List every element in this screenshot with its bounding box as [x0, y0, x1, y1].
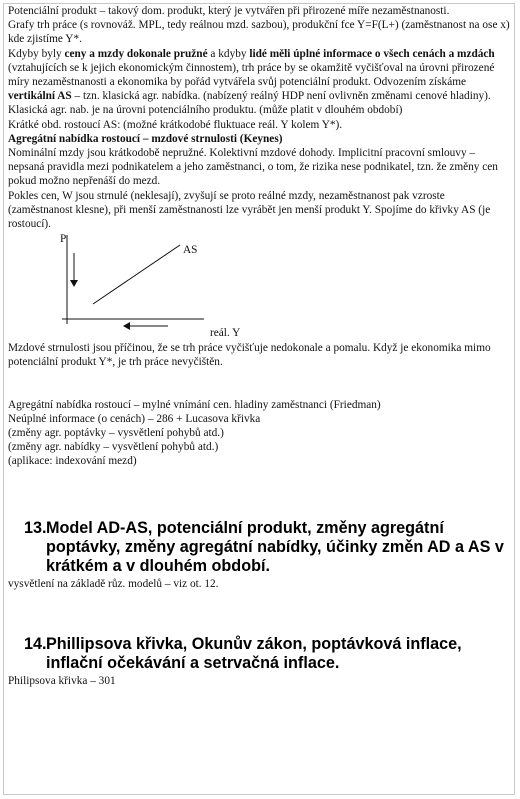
- paragraph-supply-changes: (změny agr. nabídky – vysvětlení pohybů atd.): [8, 441, 219, 454]
- paragraph-lucas-curve: Neúplné informace (o cenách) – 286 + Lucasova křivka: [8, 412, 261, 425]
- section-heading-14: [4, 635, 514, 673]
- section-13-body: [4, 577, 514, 591]
- subheading-wage-stickiness: Agregátní nabídka rostoucí – mzdové strnulosti (Keynes): [8, 132, 283, 145]
- spacer: [8, 370, 510, 398]
- paragraph-phillips-curve: Philipsova křivka – 301: [8, 674, 116, 687]
- paragraph-short-run-as: Krátké obd. rostoucí AS: (možné krátkodobé fluktuace reál. Y kolem Y*).: [8, 118, 343, 131]
- paragraph-wage-stickiness-cause: Mzdové strnulosti jsou příčinou, že se trh práce vyčišťuje nedokonale a pomalu. Když je ekonomika mimo potenciální produkt Y*, je trh práce nevyčištěn.: [8, 342, 491, 369]
- document-page: [3, 3, 515, 795]
- paragraph-labor-market-graphs: Grafy trh práce (s rovnováž. MPL, tedy reálnou mzd. sazbou), produkční fce Y=F(L+) (zaměstnanost na ose x) kde zjistíme Y*.: [8, 19, 510, 46]
- as-curve-label: AS: [183, 244, 198, 257]
- section-heading-13: [4, 519, 514, 576]
- spacer: [4, 591, 514, 635]
- spacer: [4, 469, 514, 519]
- paragraph-models-explanation: vysvětlení na základě růz. modelů – viz ot. 12.: [8, 577, 219, 590]
- paragraph-demand-changes: (změny agr. poptávky – vysvětlení pohybů atd.): [8, 427, 224, 440]
- bold-complete-information: lidé měli úplné informace o všech cenách a mzdách: [249, 47, 495, 60]
- heading-number: 13.: [24, 518, 47, 537]
- bold-flexible-prices: ceny a mzdy dokonale pružné: [64, 47, 208, 60]
- document-body: [4, 4, 514, 469]
- heading-title: Phillipsova křivka, Okunův zákon, poptávková inflace, inflační očekávání a setrvačná inflace.: [46, 634, 462, 672]
- as-diagram-svg: [54, 231, 314, 341]
- paragraph-nominal-wages: Nominální mzdy jsou krátkodobě nepružné. Kolektivní mzdové dohody. Implicitní pracovní smlouvy – nepsaná pravidla mezi podnikatelem a jeho zaměstnanci, o tom, že rizika nese podnikatel, tzn. že změny cen pokud možno nepřenáší do mezd.: [8, 147, 498, 188]
- as-curve-diagram: [8, 231, 510, 341]
- paragraph-flexible-prices: Kdyby byly ceny a mzdy dokonale pružné a kdyby lidé měli úplné informace o všech cenách a mzdách (vztahujících se k jejich ekonomickým činnostem), trh práce by se okamžitě vyčišťoval na úrovni přirozené míry nezaměstnanosti a ekonomika by pořád vytvářela svůj potenciální produkt. Odvozením získáme vertikální AS – tzn. klasická agr. nabídka. (nabízený reálný HDP není ovlivněn změnami cenové hladiny). Klasická agr. nab. je na úrovni potenciálního produktu. (může platit v dlouhém období): [8, 47, 495, 117]
- bold-vertical-as: vertikální AS: [8, 90, 72, 103]
- as-curve-line: [93, 245, 180, 304]
- heading-number: 14.: [24, 634, 47, 653]
- paragraph-friedman: Agregátní nabídka rostoucí – mylné vnímání cen. hladiny zaměstnanci (Friedman): [8, 398, 381, 411]
- paragraph-potential-output: Potenciální produkt – takový dom. produkt, který je vytvářen při přirozené míře nezaměstnanosti.: [8, 5, 450, 17]
- heading-title: Model AD-AS, potenciální produkt, změny agregátní poptávky, změny agregátní nabídky, účinky změn AD a AS v krátkém a v dlouhém období.: [46, 518, 504, 575]
- paragraph-price-decline: Pokles cen, W jsou strnulé (neklesají), zvyšují se proto reálné mzdy, nezaměstnanost pak vzroste (zaměstnanost klesne), při menší zaměstnanosti lze vyrábět jen menší produkt Y. Spojíme do křivky AS (je rostoucí).: [8, 189, 491, 231]
- x-axis-label: reál. Y: [210, 327, 241, 340]
- paragraph-wage-indexing: (aplikace: indexování mezd): [8, 455, 137, 468]
- y-axis-label: P: [60, 233, 67, 246]
- section-14-body: [4, 674, 514, 688]
